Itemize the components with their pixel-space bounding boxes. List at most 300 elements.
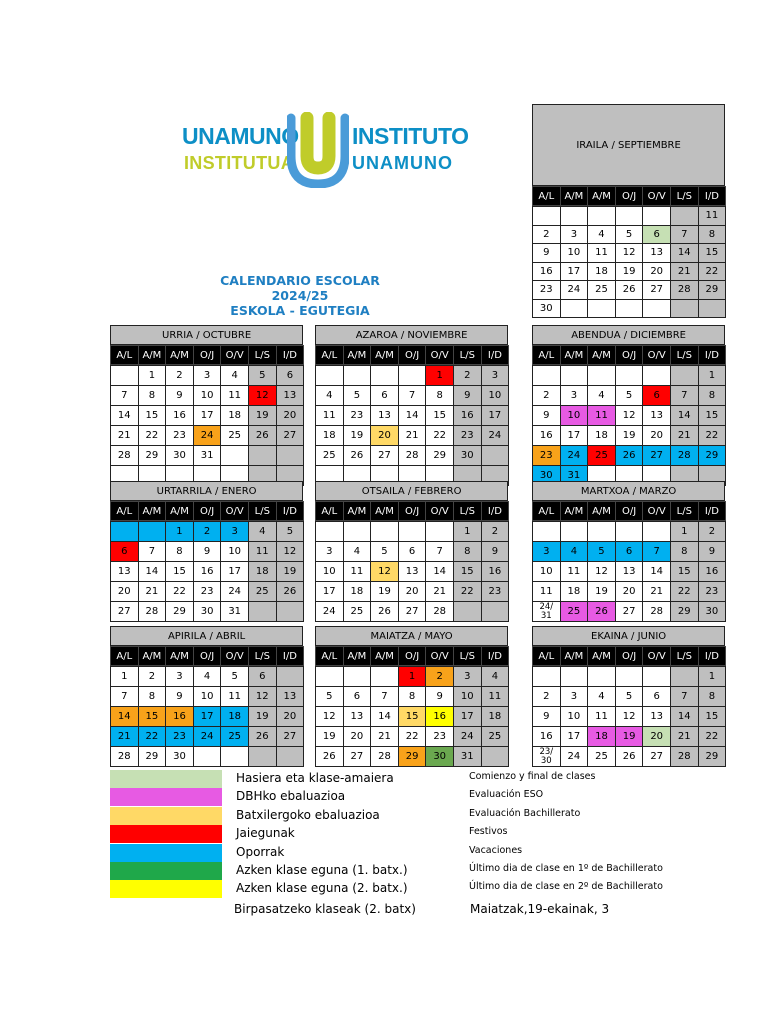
day-cell — [642, 206, 671, 226]
day-cell: 1 — [453, 521, 482, 542]
day-cell — [315, 666, 344, 687]
legend-label-eu: Jaiegunak — [236, 826, 295, 841]
day-cell: 7 — [138, 541, 167, 562]
day-cell: 27 — [642, 445, 671, 466]
day-cell: 5 — [615, 686, 644, 707]
day-cell: 16 — [165, 405, 194, 426]
day-cell: 30 — [532, 465, 561, 486]
month-header: ABENDUA / DICIEMBRE — [532, 325, 725, 345]
day-cell: 24 — [560, 445, 589, 466]
legend-label-eu: Hasiera eta klase-amaiera — [236, 771, 394, 785]
day-cell — [560, 299, 589, 319]
day-cell: 31 — [193, 445, 222, 466]
day-cell: 27 — [615, 601, 644, 622]
day-cell: 3 — [532, 541, 561, 562]
day-cell: 11 — [220, 686, 249, 707]
day-cell: 6 — [276, 365, 305, 386]
day-cell: 23 — [165, 726, 194, 747]
legend-label-es: Vacaciones — [469, 844, 523, 856]
day-cell: 18 — [220, 405, 249, 426]
weekday-header: A/M — [165, 501, 194, 521]
day-cell: 14 — [670, 706, 699, 727]
day-cell — [615, 521, 644, 542]
day-cell: 28 — [670, 280, 699, 300]
day-cell: 3 — [453, 666, 482, 687]
day-cell: 19 — [615, 262, 644, 282]
weekday-header: A/L — [315, 501, 344, 521]
day-cell: 21 — [670, 425, 699, 446]
day-cell: 28 — [425, 601, 454, 622]
day-cell: 10 — [220, 541, 249, 562]
day-cell: 14 — [670, 405, 699, 426]
day-cell — [532, 666, 561, 687]
day-cell — [425, 521, 454, 542]
day-cell: 17 — [315, 581, 344, 602]
day-cell: 3 — [165, 666, 194, 687]
weekday-header: A/M — [560, 186, 589, 206]
day-cell — [343, 521, 372, 542]
day-cell — [560, 365, 589, 386]
day-cell: 20 — [276, 405, 305, 426]
day-cell: 7 — [370, 686, 399, 707]
day-cell: 2 — [481, 521, 510, 542]
day-cell: 19 — [248, 706, 277, 727]
day-cell: 15 — [670, 561, 699, 582]
day-cell: 26 — [276, 581, 305, 602]
weekday-header: O/V — [642, 646, 671, 666]
day-cell: 13 — [642, 706, 671, 727]
day-cell: 22 — [138, 425, 167, 446]
weekday-header: A/M — [587, 646, 616, 666]
legend-swatch — [110, 880, 222, 898]
day-cell: 5 — [370, 541, 399, 562]
day-cell: 7 — [670, 225, 699, 245]
weekday-header: A/L — [532, 186, 561, 206]
day-cell: 12 — [615, 706, 644, 727]
day-cell: 30 — [193, 601, 222, 622]
day-cell: 29 — [698, 445, 727, 466]
day-cell: 8 — [453, 541, 482, 562]
day-cell: 12 — [587, 561, 616, 582]
day-cell — [370, 666, 399, 687]
legend-label-eu: DBHko ebaluazioa — [236, 789, 346, 804]
weekday-header: A/M — [587, 501, 616, 521]
day-cell: 16 — [165, 706, 194, 727]
weekday-header: I/D — [698, 186, 727, 206]
day-cell: 15 — [453, 561, 482, 582]
day-cell — [315, 521, 344, 542]
day-cell: 24/ 31 — [532, 601, 561, 622]
month-header: MARTXOA / MARZO — [532, 481, 725, 501]
day-cell: 6 — [370, 385, 399, 406]
day-cell: 20 — [642, 425, 671, 446]
day-cell: 15 — [698, 405, 727, 426]
weekday-header: O/V — [425, 345, 454, 365]
day-cell: 28 — [138, 601, 167, 622]
month-header: IRAILA / SEPTIEMBRE — [532, 104, 725, 186]
day-cell — [276, 666, 305, 687]
day-cell — [193, 746, 222, 767]
day-cell: 24 — [481, 425, 510, 446]
day-cell: 11 — [343, 561, 372, 582]
day-cell: 3 — [560, 385, 589, 406]
day-cell: 30 — [453, 445, 482, 466]
day-cell: 31 — [560, 465, 589, 486]
day-cell: 29 — [698, 280, 727, 300]
day-cell: 14 — [642, 561, 671, 582]
day-cell: 4 — [587, 225, 616, 245]
day-cell: 22 — [165, 581, 194, 602]
day-cell: 6 — [248, 666, 277, 687]
day-cell: 2 — [532, 225, 561, 245]
day-cell: 8 — [698, 385, 727, 406]
weekday-header: O/J — [615, 345, 644, 365]
weekday-header: O/J — [398, 646, 427, 666]
day-cell: 27 — [370, 445, 399, 466]
day-cell: 1 — [670, 521, 699, 542]
day-cell: 30 — [165, 445, 194, 466]
weekday-header: A/L — [315, 345, 344, 365]
day-cell: 18 — [587, 726, 616, 747]
day-cell: 18 — [343, 581, 372, 602]
weekday-header: O/J — [193, 501, 222, 521]
day-cell — [670, 365, 699, 386]
day-cell: 12 — [615, 243, 644, 263]
day-cell: 5 — [248, 365, 277, 386]
day-cell: 11 — [560, 561, 589, 582]
day-cell: 16 — [532, 425, 561, 446]
day-cell: 7 — [110, 385, 139, 406]
legend-swatch — [110, 862, 222, 880]
weekday-header: A/M — [560, 646, 589, 666]
day-cell — [615, 365, 644, 386]
weekday-header: A/M — [138, 646, 167, 666]
day-cell: 21 — [670, 726, 699, 747]
day-cell: 11 — [587, 243, 616, 263]
day-cell — [560, 206, 589, 226]
day-cell: 28 — [642, 601, 671, 622]
day-cell: 17 — [193, 706, 222, 727]
day-cell — [670, 299, 699, 319]
weekday-header: A/M — [560, 345, 589, 365]
day-cell: 20 — [343, 726, 372, 747]
day-cell: 13 — [615, 561, 644, 582]
day-cell: 25 — [315, 445, 344, 466]
day-cell: 26 — [315, 746, 344, 767]
day-cell: 16 — [532, 726, 561, 747]
day-cell: 24 — [560, 280, 589, 300]
day-cell: 11 — [698, 206, 727, 226]
weekday-header: I/D — [481, 345, 510, 365]
day-cell: 24 — [220, 581, 249, 602]
day-cell — [343, 666, 372, 687]
legend-label-eu: Oporrak — [236, 844, 285, 859]
day-cell: 11 — [315, 405, 344, 426]
day-cell: 5 — [220, 666, 249, 687]
day-cell — [248, 601, 277, 622]
day-cell: 14 — [398, 405, 427, 426]
day-cell: 6 — [615, 541, 644, 562]
day-cell: 9 — [532, 243, 561, 263]
day-cell: 1 — [698, 666, 727, 687]
day-cell: 10 — [532, 561, 561, 582]
weekday-header: A/L — [532, 501, 561, 521]
day-cell: 1 — [425, 365, 454, 386]
weekday-header: O/V — [425, 501, 454, 521]
day-cell: 25 — [343, 601, 372, 622]
day-cell: 11 — [248, 541, 277, 562]
day-cell: 22 — [698, 726, 727, 747]
day-cell: 26 — [370, 601, 399, 622]
title-line-1: CALENDARIO ESCOLAR — [220, 273, 380, 288]
day-cell: 20 — [370, 425, 399, 446]
day-cell: 1 — [698, 365, 727, 386]
day-cell: 8 — [698, 686, 727, 707]
day-cell: 15 — [398, 706, 427, 727]
legend-swatch — [110, 807, 222, 825]
weekday-header: O/V — [642, 345, 671, 365]
weekday-header: A/L — [315, 646, 344, 666]
day-cell: 10 — [481, 385, 510, 406]
weekday-header: L/S — [670, 646, 699, 666]
day-cell: 22 — [138, 726, 167, 747]
day-cell: 19 — [343, 425, 372, 446]
day-cell: 18 — [481, 706, 510, 727]
legend-swatch — [110, 770, 222, 788]
weekday-header: I/D — [481, 501, 510, 521]
day-cell: 20 — [642, 726, 671, 747]
weekday-header: O/V — [220, 345, 249, 365]
weekday-header: A/L — [532, 345, 561, 365]
weekday-header: O/J — [615, 186, 644, 206]
day-cell: 29 — [165, 601, 194, 622]
weekday-header: A/M — [587, 345, 616, 365]
day-cell: 9 — [193, 541, 222, 562]
day-cell: 28 — [398, 445, 427, 466]
logo-text-instituto: INSTITUTO — [352, 123, 469, 149]
day-cell: 13 — [276, 686, 305, 707]
weekday-header: O/V — [220, 646, 249, 666]
day-cell: 13 — [343, 706, 372, 727]
weekday-header: O/J — [615, 646, 644, 666]
day-cell: 30 — [165, 746, 194, 767]
weekday-header: O/V — [642, 186, 671, 206]
day-cell — [248, 445, 277, 466]
day-cell: 15 — [138, 706, 167, 727]
day-cell: 9 — [481, 541, 510, 562]
day-cell: 30 — [532, 299, 561, 319]
day-cell: 23 — [193, 581, 222, 602]
day-cell: 6 — [642, 385, 671, 406]
day-cell: 19 — [370, 581, 399, 602]
day-cell: 5 — [587, 541, 616, 562]
day-cell: 9 — [425, 686, 454, 707]
day-cell: 21 — [642, 581, 671, 602]
weekday-header: O/J — [615, 501, 644, 521]
logo — [182, 112, 469, 188]
day-cell — [532, 206, 561, 226]
day-cell: 10 — [560, 706, 589, 727]
legend-label-es: Evaluación ESO — [469, 789, 544, 801]
day-cell: 18 — [587, 425, 616, 446]
day-cell: 11 — [587, 405, 616, 426]
month-header: APIRILA / ABRIL — [110, 626, 303, 646]
day-cell: 8 — [138, 686, 167, 707]
day-cell — [642, 299, 671, 319]
day-cell: 25 — [587, 746, 616, 767]
weekday-header: I/D — [276, 501, 305, 521]
day-cell: 15 — [698, 243, 727, 263]
day-cell: 2 — [453, 365, 482, 386]
day-cell: 6 — [642, 686, 671, 707]
day-cell: 9 — [165, 385, 194, 406]
weekday-header: A/M — [138, 501, 167, 521]
weekday-header: I/D — [276, 345, 305, 365]
day-cell: 29 — [698, 746, 727, 767]
footer-text-eu: Birpasatzeko klaseak (2. batx) — [234, 902, 416, 916]
weekday-header: I/D — [481, 646, 510, 666]
day-cell: 17 — [560, 726, 589, 747]
day-cell — [370, 365, 399, 386]
weekday-header: O/V — [425, 646, 454, 666]
weekday-header: O/J — [398, 501, 427, 521]
day-cell: 9 — [532, 405, 561, 426]
weekday-header: A/M — [165, 345, 194, 365]
legend-label-es: Comienzo y final de clases — [469, 771, 596, 782]
day-cell: 17 — [193, 405, 222, 426]
month-header: EKAINA / JUNIO — [532, 626, 725, 646]
day-cell — [110, 521, 139, 542]
day-cell: 20 — [110, 581, 139, 602]
day-cell: 6 — [343, 686, 372, 707]
day-cell — [138, 521, 167, 542]
weekday-header: L/S — [248, 345, 277, 365]
day-cell: 21 — [110, 726, 139, 747]
day-cell: 2 — [532, 385, 561, 406]
day-cell: 29 — [138, 445, 167, 466]
day-cell: 20 — [398, 581, 427, 602]
weekday-header: I/D — [698, 646, 727, 666]
day-cell: 25 — [220, 425, 249, 446]
day-cell: 27 — [642, 280, 671, 300]
day-cell: 4 — [343, 541, 372, 562]
logo-u-icon — [287, 112, 349, 188]
day-cell: 23/ 30 — [532, 746, 561, 767]
day-cell: 16 — [453, 405, 482, 426]
day-cell: 28 — [110, 445, 139, 466]
day-cell: 28 — [670, 746, 699, 767]
day-cell: 4 — [481, 666, 510, 687]
day-cell: 14 — [138, 561, 167, 582]
day-cell — [642, 365, 671, 386]
legend-label-eu: Azken klase eguna (2. batx.) — [236, 881, 408, 896]
day-cell: 3 — [220, 521, 249, 542]
day-cell: 17 — [481, 405, 510, 426]
logo-text-institutua: INSTITUTUA — [184, 153, 294, 173]
weekday-header: O/J — [398, 345, 427, 365]
day-cell: 13 — [110, 561, 139, 582]
day-cell: 25 — [587, 280, 616, 300]
day-cell: 31 — [220, 601, 249, 622]
day-cell: 2 — [165, 365, 194, 386]
legend-swatch — [110, 825, 222, 843]
day-cell: 27 — [398, 601, 427, 622]
day-cell: 22 — [670, 581, 699, 602]
day-cell: 26 — [248, 726, 277, 747]
day-cell: 19 — [615, 425, 644, 446]
day-cell: 5 — [276, 521, 305, 542]
day-cell: 25 — [248, 581, 277, 602]
logo-text-unamuno-right: UNAMUNO — [352, 153, 453, 173]
day-cell: 25 — [560, 601, 589, 622]
day-cell: 12 — [276, 541, 305, 562]
legend-label-es: Último dia de clase en 2º de Bachillerato — [469, 881, 663, 893]
day-cell: 27 — [642, 746, 671, 767]
day-cell: 3 — [560, 686, 589, 707]
day-cell: 26 — [615, 280, 644, 300]
weekday-header: A/L — [532, 646, 561, 666]
month-header: AZAROA / NOVIEMBRE — [315, 325, 508, 345]
weekday-header: A/M — [138, 345, 167, 365]
day-cell — [698, 299, 727, 319]
day-cell: 20 — [642, 262, 671, 282]
day-cell — [398, 521, 427, 542]
day-cell: 9 — [698, 541, 727, 562]
day-cell: 21 — [110, 425, 139, 446]
day-cell: 7 — [398, 385, 427, 406]
day-cell: 7 — [670, 686, 699, 707]
day-cell: 2 — [698, 521, 727, 542]
day-cell: 14 — [670, 243, 699, 263]
weekday-header: I/D — [698, 501, 727, 521]
day-cell: 16 — [425, 706, 454, 727]
day-cell: 4 — [315, 385, 344, 406]
day-cell: 30 — [698, 601, 727, 622]
day-cell: 29 — [398, 746, 427, 767]
day-cell: 18 — [560, 581, 589, 602]
day-cell: 31 — [453, 746, 482, 767]
day-cell — [587, 521, 616, 542]
day-cell — [370, 521, 399, 542]
day-cell: 23 — [481, 581, 510, 602]
day-cell: 3 — [193, 365, 222, 386]
day-cell: 23 — [425, 726, 454, 747]
day-cell: 22 — [425, 425, 454, 446]
day-cell: 3 — [481, 365, 510, 386]
footer-text-es: Maiatzak,19-ekainak, 3 — [470, 902, 610, 916]
day-cell: 14 — [425, 561, 454, 582]
day-cell — [670, 666, 699, 687]
day-cell: 27 — [343, 746, 372, 767]
day-cell: 10 — [560, 405, 589, 426]
day-cell: 18 — [220, 706, 249, 727]
day-cell: 6 — [110, 541, 139, 562]
day-cell: 10 — [193, 385, 222, 406]
weekday-header: A/M — [587, 186, 616, 206]
day-cell: 29 — [425, 445, 454, 466]
day-cell: 1 — [398, 666, 427, 687]
day-cell: 16 — [532, 262, 561, 282]
day-cell: 2 — [193, 521, 222, 542]
day-cell — [670, 206, 699, 226]
weekday-header: L/S — [670, 345, 699, 365]
weekday-header: L/S — [670, 501, 699, 521]
weekday-header: L/S — [248, 646, 277, 666]
logo-text-unamuno: UNAMUNO — [182, 123, 299, 149]
day-cell: 1 — [110, 666, 139, 687]
day-cell: 13 — [276, 385, 305, 406]
day-cell: 4 — [560, 541, 589, 562]
